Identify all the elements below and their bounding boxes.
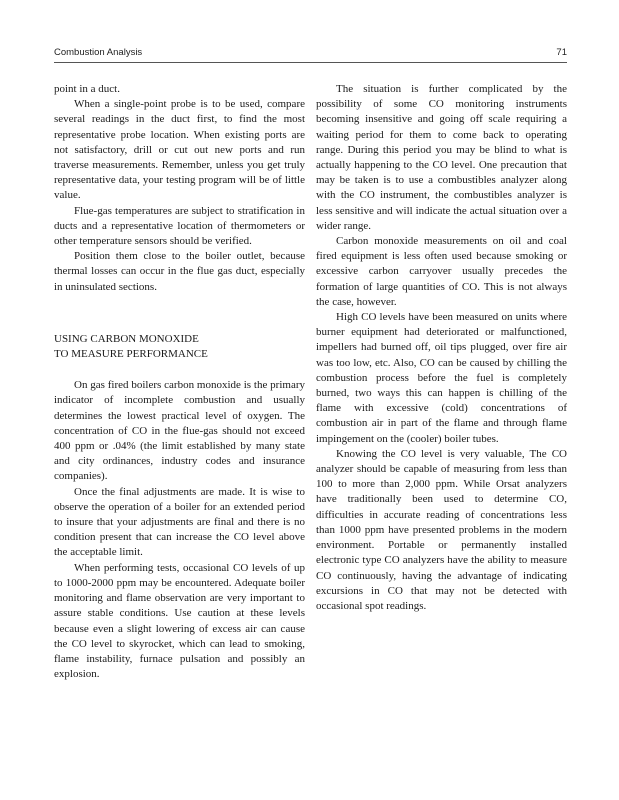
paragraph: point in a duct.	[54, 83, 120, 95]
section-heading-line: USING CARBON MONOXIDE	[54, 332, 199, 345]
paragraph: Carbon monoxide measurements on oil and coal fired equipment is less often used because smoking or excessive carbon carryover usually precedes the formation of large quantities of CO. This is not always the case, however.	[316, 235, 567, 308]
header-rule	[54, 62, 567, 63]
page-number: 71	[556, 47, 567, 58]
paragraph: Knowing the CO level is very valuable, The CO analyzer should be capable of measuring from less than 100 to more than 2,000 ppm. While Orsat analyzers have traditionally been used to determine CO, difficulties in accurate reading of concentrations less than 1000 ppm have presented problems in the modern environment. Portable or permanently installed electronic type CO analyzers have the ability to measure CO continuously, having the advantage of indicating excursions in CO that may not be detected with occasional spot readings.	[316, 447, 567, 612]
paragraph: High CO levels have been measured on units where burner equipment had deteriorated or malfunctioned, impellers had burned off, oil tips plugged, over fire air was too low, etc. Also, CO can be caused by chilling the combustion process before the fuel is completely burned, two ways this can happen is chilling of the flame with excessive (cold) concentrations of combustion air in part of the flame and through flame impingement on the (cooler) boiler tubes.	[316, 311, 567, 445]
running-title: Combustion Analysis	[54, 47, 143, 58]
right-column	[316, 82, 567, 614]
paragraph: On gas fired boilers carbon monoxide is the primary indicator of incomplete combustion and usually determines the lowest practical level of oxygen. The concentration of CO in the flue-gas should not exceed 400 ppm or .04% (the limit established by many state and city ordinances, industry codes and insurance companies).	[54, 379, 305, 483]
left-column	[54, 82, 305, 682]
paragraph: When a single-point probe is to be used, compare several readings in the duct first, to find the most representative probe location. When existing ports are not satisfactory, drill or cut out new ports and run traverse measurements. Remember, unless you get truly representative data, your testing program will be of little value.	[54, 98, 305, 202]
paragraph: Once the final adjustments are made. It is wise to observe the operation of a boiler for an extended period to insure that your adjustments are final and there is no condition present that can increase the CO level above the acceptable limit.	[54, 485, 305, 559]
paragraph: When performing tests, occasional CO levels of up to 1000-2000 ppm may be encountered. Adequate boiler monitoring and flame observation are very important to assure stable conditions. Use caution at these levels because even a slight lowering of excess air can cause the CO level to skyrocket, which can lead to smoking, flame instability, furnace pulsation and possibly an explosion.	[54, 561, 305, 681]
section-heading-line: TO MEASURE PERFORMANCE	[54, 348, 208, 361]
paragraph: The situation is further complicated by the possibility of some CO monitoring instruments becoming insensitive and going off scale requiring a waiting period for them to come back to operating range. During this period you may be blind to what is actually happening to the CO level. One precaution that may be taken is to use a combustibles analyzer along with the CO instrument, the combustibles analyzer is less sensitive and will indicate the actual situation over a wider range.	[316, 83, 567, 232]
paragraph: Flue-gas temperatures are subject to stratification in ducts and a representative location of thermometers or other temperature sensors should be verified.	[54, 204, 305, 248]
paragraph: Position them close to the boiler outlet, because thermal losses can occur in the flue gas duct, especially in uninsulated sections.	[54, 250, 305, 293]
section-heading	[54, 332, 305, 362]
